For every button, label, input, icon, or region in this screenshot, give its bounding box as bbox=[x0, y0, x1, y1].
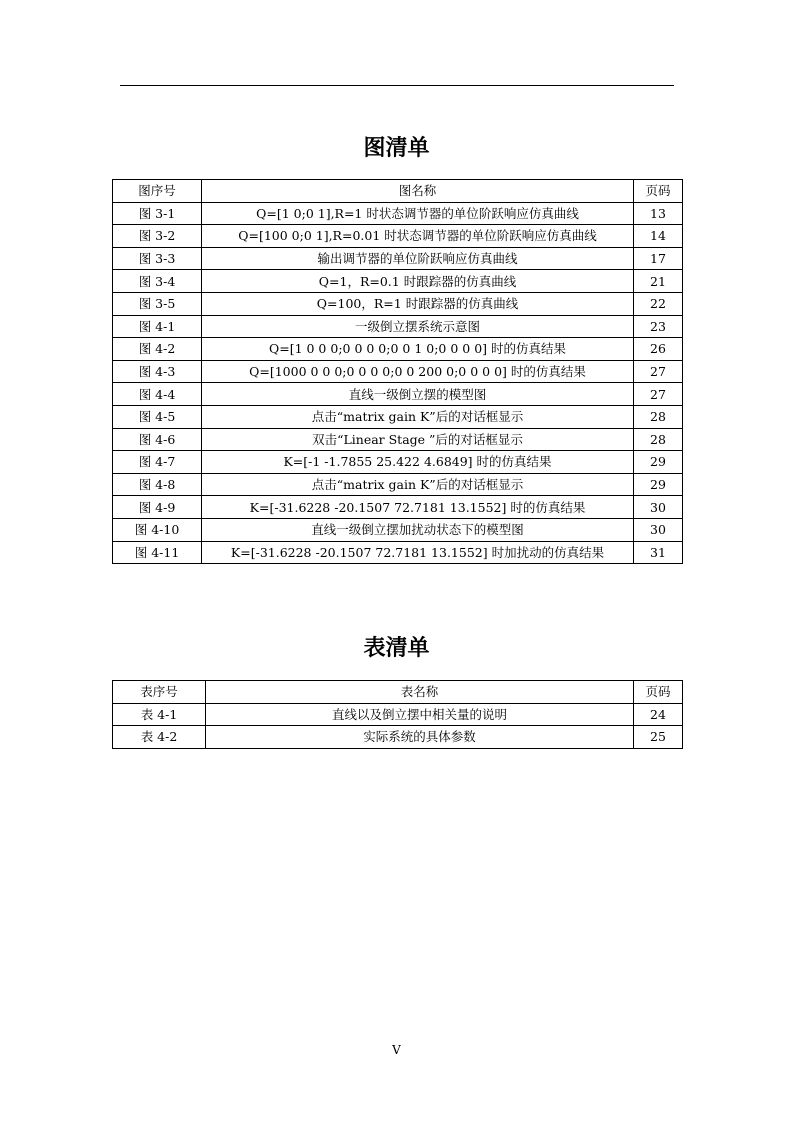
page-ref: 24 bbox=[634, 703, 683, 726]
figure-name: Q=[1 0 0 0;0 0 0 0;0 0 1 0;0 0 0 0] 时的仿真结果 bbox=[202, 338, 634, 361]
table-row bbox=[113, 496, 683, 519]
figure-name: Q=1，R=0.1 时跟踪器的仿真曲线 bbox=[202, 270, 634, 293]
figure-number: 图 4-9 bbox=[113, 496, 202, 519]
table-header-row bbox=[113, 681, 683, 704]
column-header-figure-number: 图序号 bbox=[113, 180, 202, 203]
page-ref: 13 bbox=[634, 202, 683, 225]
figure-name: Q=100，R=1 时跟踪器的仿真曲线 bbox=[202, 292, 634, 315]
figure-name: Q=[100 0;0 1],R=0.01 时状态调节器的单位阶跃响应仿真曲线 bbox=[202, 225, 634, 248]
page-ref: 27 bbox=[634, 360, 683, 383]
header-rule bbox=[120, 85, 674, 86]
figure-name: 输出调节器的单位阶跃响应仿真曲线 bbox=[202, 247, 634, 270]
page-ref: 23 bbox=[634, 315, 683, 338]
column-header-table-number: 表序号 bbox=[113, 681, 206, 704]
figure-number: 图 4-7 bbox=[113, 451, 202, 474]
figure-number: 图 4-6 bbox=[113, 428, 202, 451]
table-row bbox=[113, 541, 683, 564]
page-ref: 27 bbox=[634, 383, 683, 406]
figure-name: Q=[1000 0 0 0;0 0 0 0;0 0 200 0;0 0 0 0] 时的仿真结果 bbox=[202, 360, 634, 383]
table-row bbox=[113, 270, 683, 293]
table-row bbox=[113, 405, 683, 428]
table-header-row bbox=[113, 180, 683, 203]
column-header-page: 页码 bbox=[634, 180, 683, 203]
page-ref: 14 bbox=[634, 225, 683, 248]
figure-number: 图 4-5 bbox=[113, 405, 202, 428]
page-ref: 29 bbox=[634, 451, 683, 474]
figure-name: K=[-31.6228 -20.1507 72.7181 13.1552] 时加扰动的仿真结果 bbox=[202, 541, 634, 564]
figure-name: Q=[1 0;0 1],R=1 时状态调节器的单位阶跃响应仿真曲线 bbox=[202, 202, 634, 225]
table-row bbox=[113, 338, 683, 361]
figure-number: 图 4-1 bbox=[113, 315, 202, 338]
page-ref: 26 bbox=[634, 338, 683, 361]
page-ref: 28 bbox=[634, 428, 683, 451]
page-ref: 28 bbox=[634, 405, 683, 428]
page-ref: 21 bbox=[634, 270, 683, 293]
table-row bbox=[113, 518, 683, 541]
column-header-table-name: 表名称 bbox=[206, 681, 634, 704]
page-ref: 25 bbox=[634, 726, 683, 749]
column-header-figure-name: 图名称 bbox=[202, 180, 634, 203]
figure-name: 直线一级倒立摆加扰动状态下的模型图 bbox=[202, 518, 634, 541]
table-name: 实际系统的具体参数 bbox=[206, 726, 634, 749]
table-row bbox=[113, 726, 683, 749]
page-ref: 22 bbox=[634, 292, 683, 315]
figure-name: 一级倒立摆系统示意图 bbox=[202, 315, 634, 338]
figure-name: K=[-1 -1.7855 25.422 4.6849] 时的仿真结果 bbox=[202, 451, 634, 474]
figure-number: 图 4-10 bbox=[113, 518, 202, 541]
figure-number: 图 3-2 bbox=[113, 225, 202, 248]
figure-name: 点击“matrix gain K”后的对话框显示 bbox=[202, 405, 634, 428]
table-list-title: 表清单 bbox=[363, 636, 430, 661]
figure-name: 直线一级倒立摆的模型图 bbox=[202, 383, 634, 406]
figure-list-table bbox=[112, 179, 683, 564]
table-row bbox=[113, 225, 683, 248]
table-row bbox=[113, 383, 683, 406]
page-ref: 30 bbox=[634, 518, 683, 541]
page-ref: 17 bbox=[634, 247, 683, 270]
table-row bbox=[113, 473, 683, 496]
table-row bbox=[113, 360, 683, 383]
figure-name: K=[-31.6228 -20.1507 72.7181 13.1552] 时的仿真结果 bbox=[202, 496, 634, 519]
table-number: 表 4-2 bbox=[113, 726, 206, 749]
table-row bbox=[113, 451, 683, 474]
figure-name: 点击“matrix gain K”后的对话框显示 bbox=[202, 473, 634, 496]
table-number: 表 4-1 bbox=[113, 703, 206, 726]
figure-number: 图 3-3 bbox=[113, 247, 202, 270]
table-name: 直线以及倒立摆中相关量的说明 bbox=[206, 703, 634, 726]
figure-number: 图 4-8 bbox=[113, 473, 202, 496]
figure-list-title: 图清单 bbox=[363, 136, 430, 161]
table-row bbox=[113, 315, 683, 338]
figure-number: 图 3-4 bbox=[113, 270, 202, 293]
figure-number: 图 3-5 bbox=[113, 292, 202, 315]
figure-number: 图 4-4 bbox=[113, 383, 202, 406]
table-row bbox=[113, 202, 683, 225]
page-ref: 29 bbox=[634, 473, 683, 496]
figure-number: 图 4-2 bbox=[113, 338, 202, 361]
column-header-page: 页码 bbox=[634, 681, 683, 704]
table-row bbox=[113, 292, 683, 315]
page-ref: 31 bbox=[634, 541, 683, 564]
figure-number: 图 4-3 bbox=[113, 360, 202, 383]
page-number: V bbox=[392, 1043, 401, 1057]
figure-number: 图 4-11 bbox=[113, 541, 202, 564]
page-ref: 30 bbox=[634, 496, 683, 519]
table-list-table bbox=[112, 680, 683, 749]
table-row bbox=[113, 703, 683, 726]
table-row bbox=[113, 247, 683, 270]
figure-name: 双击“Linear Stage ”后的对话框显示 bbox=[202, 428, 634, 451]
table-row bbox=[113, 428, 683, 451]
figure-number: 图 3-1 bbox=[113, 202, 202, 225]
